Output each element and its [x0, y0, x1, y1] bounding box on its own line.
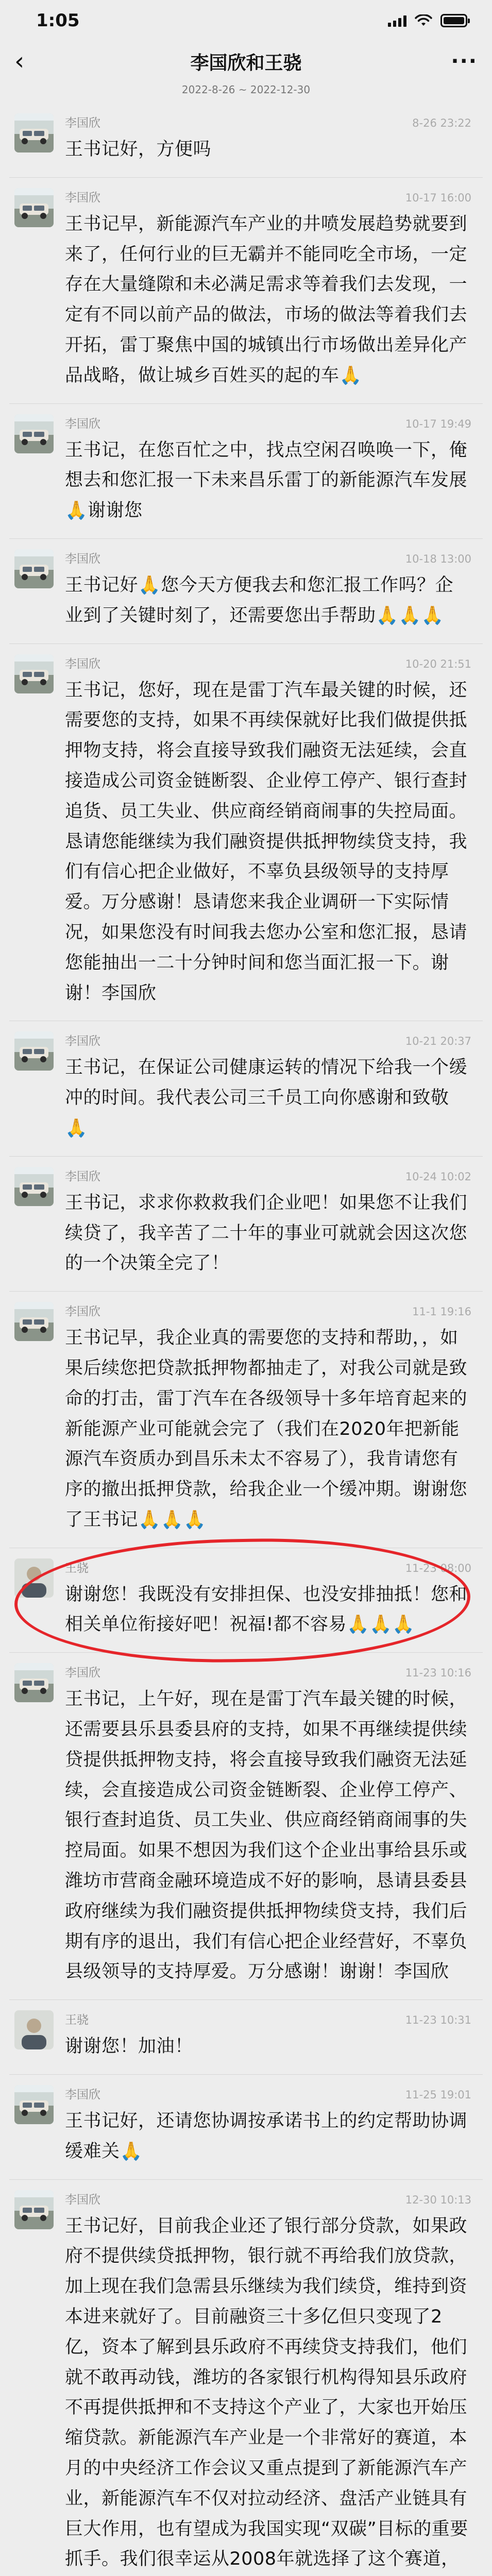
back-icon[interactable]: ‹	[14, 47, 25, 76]
message-sender: 李国欣	[65, 552, 100, 566]
message-text[interactable]: 王书记好🙏您今天方便我去和您汇报工作吗？企业到了关键时刻了，还需要您出手帮助🙏🙏🙏	[65, 574, 454, 626]
message-body	[65, 113, 471, 165]
message-body	[65, 1663, 471, 1987]
message-sender: 李国欣	[65, 2193, 100, 2207]
message-sender: 李国欣	[65, 657, 100, 671]
message-item	[0, 1021, 492, 1156]
message-sender: 王骁	[65, 1561, 89, 1575]
avatar-wangxiao[interactable]	[14, 1558, 54, 1598]
avatar-liguoxin[interactable]	[14, 414, 54, 453]
message-sender: 李国欣	[65, 116, 100, 130]
message-time: 10-18 13:00	[405, 552, 471, 565]
message-item	[0, 178, 492, 403]
date-range: 2022-8-26 ~ 2022-12-30	[181, 83, 311, 96]
message-header	[65, 1167, 471, 1184]
message-body	[65, 2190, 471, 2576]
avatar-liguoxin[interactable]	[14, 2085, 54, 2124]
message-time: 10-21 20:37	[405, 1035, 471, 1048]
message-text[interactable]: 王书记好，还请您协调按承诺书上的约定帮助协调缓难关🙏	[65, 2111, 468, 2162]
message-text[interactable]: 王书记，您好，现在是雷丁汽车最关键的时候，还需要您的支持，如果不再续保就好比我们做提供抵押物支持，将会直接导致我们融资无法延续，会直接造成公司资金链断裂、企业停工停产、银行查封追货、员工失业、供应商经销商闹事的失控局面。恳请您能继续为我们融资提供抵押物续贷支持，我们有信心把企业做好，不辜负县级领导的支持厚爱。万分感谢！恳请您来我企业调研一下实际情况，如果您没有时间我去您办公室和您汇报，恳请您能抽出一二十分钟时间和您当面汇报一下。谢谢！李国欣	[65, 680, 468, 1004]
message-sender: 李国欣	[65, 2088, 100, 2102]
message-body	[65, 1558, 471, 1640]
status-time: 1:05	[36, 10, 80, 31]
message-body	[65, 654, 471, 1009]
avatar-liguoxin[interactable]	[14, 188, 54, 227]
battery-icon	[440, 14, 467, 27]
message-time: 11-23 10:16	[405, 1667, 471, 1680]
message-header	[65, 2190, 471, 2207]
message-body	[65, 1031, 471, 1143]
message-time: 11-23 10:31	[405, 2014, 471, 2027]
message-body	[65, 414, 471, 526]
message-body	[65, 549, 471, 631]
message-time: 10-17 19:49	[405, 417, 471, 430]
message-time: 12-30 10:13	[405, 2193, 471, 2206]
avatar-liguoxin[interactable]	[14, 1167, 54, 1206]
message-header	[65, 414, 471, 431]
message-item	[0, 2000, 492, 2074]
status-bar	[0, 0, 492, 41]
message-item	[0, 1292, 492, 1548]
message-text[interactable]: 谢谢您！我既没有安排担保、也没安排抽抵！您和相关单位衔接好吧！祝福!都不容易🙏🙏🙏	[65, 1584, 468, 1635]
status-icons	[388, 14, 467, 27]
message-text[interactable]: 王书记早，新能源汽车产业的井喷发展趋势就要到来了，任何行业的巨无霸并不能同吃全市场，一定存在大量缝隙和未必满足需求等着我们去发现，一定有不同以前产品的做法，市场的做法等着我们去开拓，雷丁聚焦中国的城镇出行市场做出差异化产品战略，做让城乡百姓买的起的车🙏	[65, 213, 468, 386]
message-text[interactable]: 王书记早，我企业真的需要您的支持和帮助，，如果后续您把贷款抵押物都抽走了，对我公司就是致命的打击，雷丁汽车在各级领导十多年培育起来的新能源产业可能就会完了（我们在2020年把新能源汽车资质办到昌乐未太不容易了），我肯请您有序的撤出抵押贷款，给我企业一个缓冲期。谢谢您了王书记🙏🙏🙏	[65, 1328, 468, 1530]
message-body	[65, 188, 471, 391]
message-body	[65, 1167, 471, 1279]
message-header	[65, 1558, 471, 1575]
message-header	[65, 188, 471, 205]
message-body	[65, 2085, 471, 2167]
message-sender: 李国欣	[65, 1035, 100, 1048]
wifi-icon	[415, 14, 432, 27]
message-sender: 李国欣	[65, 417, 100, 431]
message-item	[0, 539, 492, 643]
message-header	[65, 1663, 471, 1680]
avatar-liguoxin[interactable]	[14, 113, 54, 152]
message-text[interactable]: 王书记，上午好，现在是雷丁汽车最关键的时候，还需要县乐县委县府的支持，如果不再继续提供续贷提供抵押物支持，将会直接导致我们融资无法延续，会直接造成公司资金链断裂、企业停工停产、银行查封追货、员工失业、供应商经销商闹事的失控局面。如果不想因为我们这个企业出事给县乐或潍坊市营商金融环境造成不好的影响，恳请县委县政府继续为我们融资提供抵押物续贷支持，我们后期有序的退出，我们有信心把企业经营好，不辜负县级领导的支持厚爱。万分感谢！谢谢！李国欣	[65, 1689, 468, 1982]
message-item	[0, 1653, 492, 1999]
message-header	[65, 2010, 471, 2027]
message-header	[65, 113, 471, 130]
avatar-liguoxin[interactable]	[14, 549, 54, 588]
avatar-wangxiao[interactable]	[14, 2010, 54, 2049]
avatar-liguoxin[interactable]	[14, 2190, 54, 2229]
message-time: 10-17 16:00	[405, 191, 471, 204]
more-icon[interactable]: ···	[451, 49, 478, 73]
nav-bar	[0, 41, 492, 81]
message-time: 11-23 08:00	[405, 1562, 471, 1574]
chat-title: 李国欣和王骁	[190, 52, 302, 74]
message-item	[0, 103, 492, 177]
avatar-liguoxin[interactable]	[14, 1302, 54, 1341]
message-header	[65, 1031, 471, 1048]
message-sender: 李国欣	[65, 191, 100, 205]
message-item	[0, 404, 492, 538]
message-item	[0, 1548, 492, 1653]
message-time: 10-24 10:02	[405, 1170, 471, 1183]
message-time: 8-26 23:22	[412, 117, 471, 129]
avatar-liguoxin[interactable]	[14, 654, 54, 693]
message-item	[0, 644, 492, 1021]
message-text[interactable]: 王书记，在您百忙之中，找点空闲召唤唤一下，俺想去和您汇报一下未来昌乐雷丁的新能源汽车发展🙏谢谢您	[65, 439, 468, 521]
avatar-liguoxin[interactable]	[14, 1031, 54, 1071]
message-item	[0, 2075, 492, 2179]
message-body	[65, 2010, 471, 2062]
message-header	[65, 2085, 471, 2102]
message-time: 11-25 19:01	[405, 2089, 471, 2102]
message-text[interactable]: 王书记，在保证公司健康运转的情况下给我一个缓冲的时间。我代表公司三千员工向你感谢和致敬🙏	[65, 1057, 468, 1139]
message-sender: 王骁	[65, 2013, 89, 2027]
message-sender: 李国欣	[65, 1666, 100, 1680]
message-sender: 李国欣	[65, 1305, 100, 1319]
message-header	[65, 1302, 471, 1319]
message-text[interactable]: 王书记好，目前我企业还了银行部分贷款，如果政府不提供续贷抵押物，银行就不再给我们放贷款，加上现在我们急需县乐继续为我们续贷，维持到资本进来就好了。目前融资三十多亿但只变现了2亿，资本了解到县乐政府不再续贷支持我们，他们就不敢再动钱，潍坊的各家银行机构得知县乐政府不再提供抵押和不支持这个产业了，大家也开始压缩贷款。新能源汽车产业是一个非常好的赛道，本月的中央经济工作会议又重点提到了新能源汽车产业，新能源汽车不仅对拉动经济、盘活产业链具有巨大作用，也有望成为我国实现“双碳”目标的重要抓手。我们很幸运从2008年就选择了这个赛道，	[65, 2215, 468, 2570]
message-item	[0, 1157, 492, 1291]
message-text[interactable]: 王书记好，方便吗	[65, 139, 212, 160]
message-sender: 李国欣	[65, 1170, 100, 1183]
message-time: 10-20 21:51	[405, 657, 471, 670]
message-text[interactable]: 谢谢您！加油！	[65, 2036, 193, 2057]
message-header	[65, 549, 471, 566]
message-item	[0, 2180, 492, 2576]
message-time: 11-1 19:16	[412, 1306, 471, 1318]
message-list	[0, 103, 492, 2576]
signal-icon	[388, 14, 406, 27]
message-body	[65, 1302, 471, 1535]
message-text[interactable]: 王书记，求求你救救我们企业吧！如果您不让我们续贷了，我辛苦了二十年的事业可就就会因这次您的一个决策全完了！	[65, 1192, 468, 1274]
avatar-liguoxin[interactable]	[14, 1663, 54, 1702]
message-header	[65, 654, 471, 671]
